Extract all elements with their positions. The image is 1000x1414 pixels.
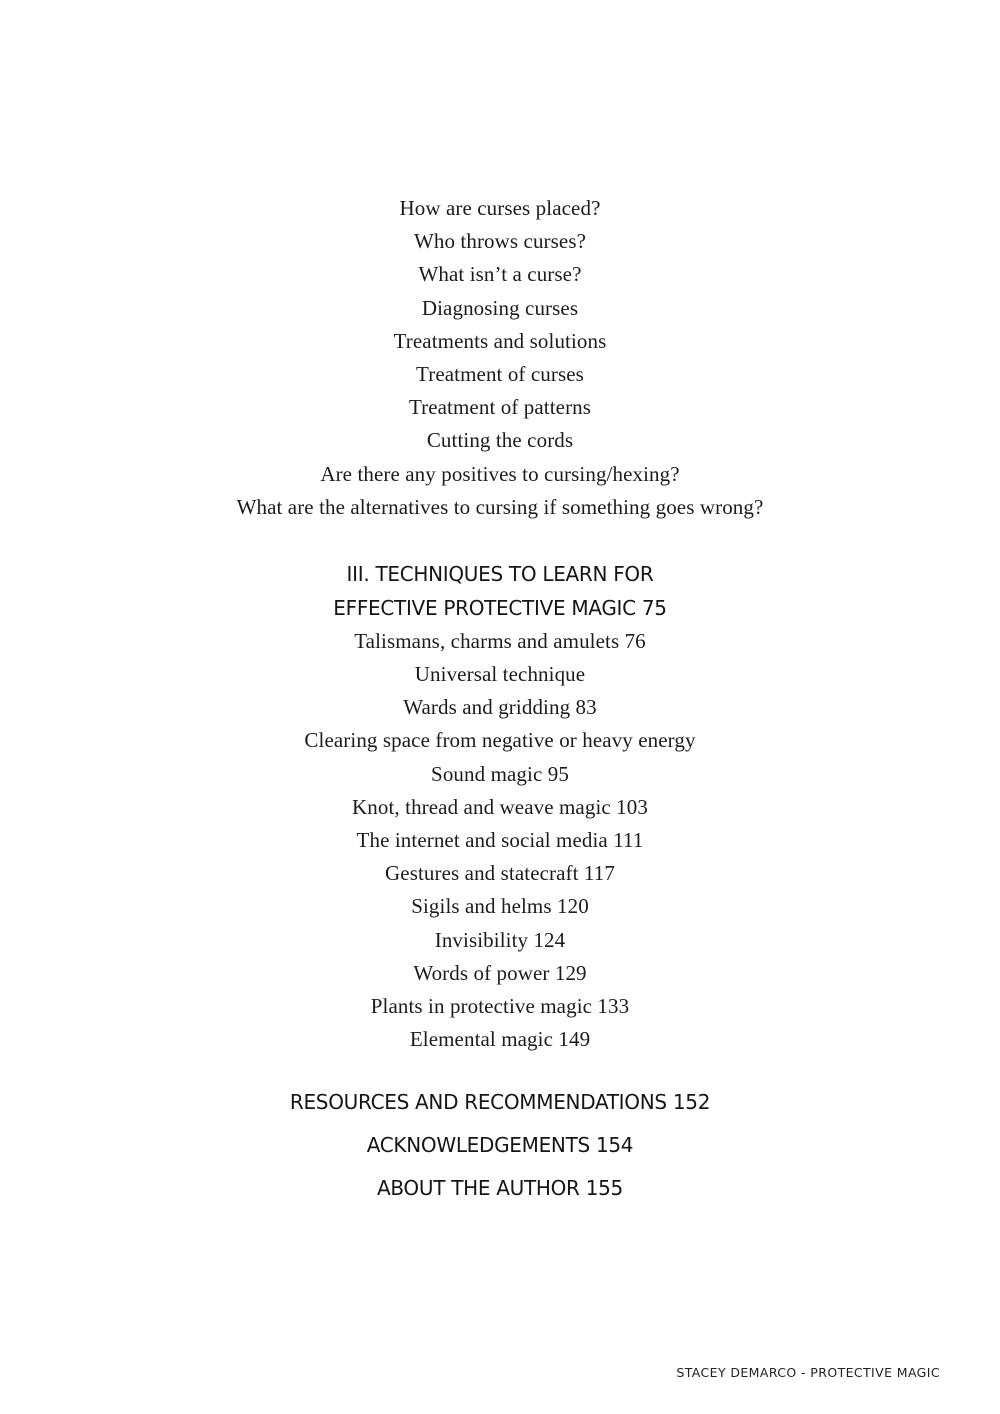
toc-entry: Treatment of patterns (408, 395, 592, 420)
toc-entry: What isn’t a curse? (418, 262, 582, 287)
toc-entry: Who throws curses? (413, 229, 587, 254)
running-footer: STACEY DEMARCO - PROTECTIVE MAGIC (676, 1365, 940, 1380)
toc-entry: Sigils and helms 120 (411, 894, 589, 919)
toc-entry: Treatments and solutions (393, 328, 607, 353)
section-heading: III. TECHNIQUES TO LEARN FOR (346, 561, 654, 586)
curses-subsection-list (0, 192, 1000, 524)
section-spacer (0, 524, 1000, 557)
toc-entry: How are curses placed? (399, 196, 601, 220)
toc-entry: Words of power 129 (413, 960, 587, 985)
toc-entry: Wards and gridding 83 (403, 695, 597, 720)
back-matter-heading: ACKNOWLEDGEMENTS 154 (366, 1133, 634, 1158)
toc-entry: What are the alternatives to cursing if something goes wrong? (236, 494, 764, 519)
section-three (0, 557, 1000, 1056)
toc-entry: The internet and social media 111 (356, 828, 644, 852)
toc-entry: Sound magic 95 (431, 761, 569, 786)
back-matter-heading: RESOURCES AND RECOMMENDATIONS 152 (289, 1090, 711, 1115)
toc-entry: Universal technique (414, 662, 586, 687)
toc-entry: Gestures and statecraft 117 (385, 861, 615, 886)
toc-entry: Plants in protective magic 133 (370, 993, 630, 1018)
toc-entry: Elemental magic 149 (409, 1027, 591, 1052)
toc-entry: Treatment of curses (416, 361, 584, 386)
section-heading: EFFECTIVE PROTECTIVE MAGIC 75 (333, 595, 667, 620)
back-matter-heading: ABOUT THE AUTHOR 155 (376, 1176, 623, 1201)
toc-entry: Clearing space from negative or heavy energy (304, 728, 696, 753)
toc-entry: Talismans, charms and amulets 76 (354, 628, 646, 653)
back-matter (0, 1081, 1000, 1210)
toc-entry: Knot, thread and weave magic 103 (352, 794, 648, 819)
toc-entry: Invisibility 124 (434, 927, 566, 952)
toc-entry: Cutting the cords (426, 428, 574, 453)
toc-entry: Diagnosing curses (421, 295, 579, 320)
table-of-contents (0, 192, 1000, 1210)
toc-entry: Are there any positives to cursing/hexing? (320, 461, 680, 486)
